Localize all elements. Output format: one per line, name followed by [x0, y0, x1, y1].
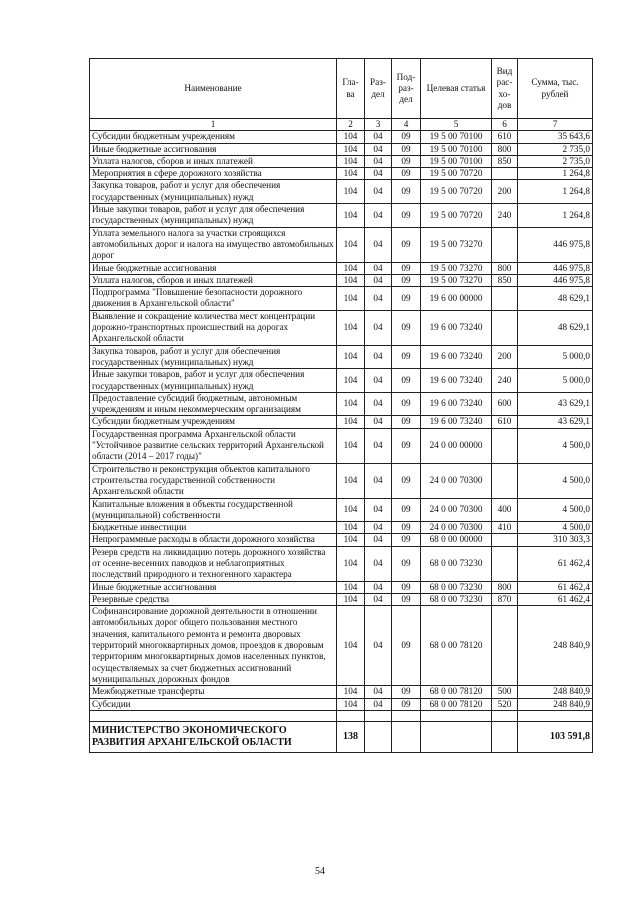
row-expense-type: 240	[492, 204, 518, 228]
row-target: 68 0 00 73230	[421, 546, 492, 581]
table-row	[90, 274, 593, 286]
row-name: Выявление и сокращение количества мест концентрации дорожно-транспортных происшествий на дорогах Архангельской области	[90, 310, 337, 345]
row-target: 19 5 00 70100	[421, 143, 492, 155]
row-chapter: 104	[337, 416, 365, 428]
row-sum: 1 264,8	[518, 168, 593, 180]
row-chapter: 104	[337, 534, 365, 546]
row-sum: 4 500,0	[518, 463, 593, 498]
row-subsection: 09	[392, 180, 421, 204]
row-target: 68 0 00 78120	[421, 686, 492, 698]
header-sum: Сумма, тыс. рублей	[518, 59, 593, 119]
row-section: 04	[365, 204, 392, 228]
row-chapter: 104	[337, 131, 365, 143]
row-expense-type: 800	[492, 143, 518, 155]
row-chapter: 104	[337, 345, 365, 369]
column-number: 1	[90, 119, 337, 131]
row-target: 68 0 00 78120	[421, 606, 492, 686]
row-subsection: 09	[392, 155, 421, 167]
row-target: 19 5 00 73270	[421, 227, 492, 262]
row-name: Предоставление субсидий бюджетным, автономным учреждениям и иным некоммерческим организациям	[90, 392, 337, 416]
row-chapter: 104	[337, 581, 365, 593]
row-chapter: 104	[337, 369, 365, 393]
row-name: Уплата налогов, сборов и иных платежей	[90, 155, 337, 167]
row-subsection: 09	[392, 546, 421, 581]
row-section: 04	[365, 546, 392, 581]
row-subsection: 09	[392, 593, 421, 605]
row-sum: 2 735,0	[518, 155, 593, 167]
row-subsection: 09	[392, 606, 421, 686]
row-sum: 248 840,9	[518, 606, 593, 686]
table-row	[90, 287, 593, 311]
row-section: 04	[365, 310, 392, 345]
row-expense-type	[492, 168, 518, 180]
table-row	[90, 262, 593, 274]
row-chapter: 104	[337, 498, 365, 522]
row-target: 24 0 00 70300	[421, 463, 492, 498]
row-chapter: 104	[337, 155, 365, 167]
row-name: Субсидии бюджетным учреждениям	[90, 131, 337, 143]
row-subsection: 09	[392, 310, 421, 345]
row-subsection: 09	[392, 168, 421, 180]
row-expense-type: 240	[492, 369, 518, 393]
row-section: 04	[365, 287, 392, 311]
row-expense-type	[492, 606, 518, 686]
row-chapter: 104	[337, 180, 365, 204]
row-expense-type: 600	[492, 392, 518, 416]
row-section: 04	[365, 428, 392, 463]
row-expense-type	[492, 227, 518, 262]
row-name: Подпрограмма "Повышение безопасности дорожного движения в Архангельской области"	[90, 287, 337, 311]
table-row	[90, 369, 593, 393]
column-number: 7	[518, 119, 593, 131]
row-sum: 43 629,1	[518, 416, 593, 428]
header-expense-type: Вид рас-хо-дов	[492, 59, 518, 119]
table-row	[90, 345, 593, 369]
row-section: 04	[365, 155, 392, 167]
row-section: 04	[365, 168, 392, 180]
row-section: 04	[365, 606, 392, 686]
row-name: Иные закупки товаров, работ и услуг для обеспечения государственных (муниципальных) нужд	[90, 204, 337, 228]
ministry-name: МИНИСТЕРСТВО ЭКОНОМИЧЕСКОГО РАЗВИТИЯ АРХАНГЕЛЬСКОЙ ОБЛАСТИ	[90, 721, 337, 752]
row-expense-type: 610	[492, 131, 518, 143]
row-sum: 2 735,0	[518, 143, 593, 155]
table-row	[90, 204, 593, 228]
row-section: 04	[365, 345, 392, 369]
row-section: 04	[365, 534, 392, 546]
row-name: Софинансирование дорожной деятельности в отношении автомобильных дорог общего пользования местного значения, капитального ремонта и ремонта дворовых территорий многоквартирных домов, проездов к дворовым территориям многоквартирных домов населенных пунктов, осуществляемых за счет бюджетных ассигнований муниципальных дорожных фондов	[90, 606, 337, 686]
table-row	[90, 416, 593, 428]
ministry-sum: 103 591,8	[518, 721, 593, 752]
budget-table	[89, 58, 593, 753]
row-subsection: 09	[392, 498, 421, 522]
row-section: 04	[365, 143, 392, 155]
row-subsection: 09	[392, 131, 421, 143]
table-row	[90, 131, 593, 143]
table-row	[90, 686, 593, 698]
row-name: Мероприятия в сфере дорожного хозяйства	[90, 168, 337, 180]
row-name: Субсидии	[90, 698, 337, 710]
spacer-row	[90, 710, 593, 721]
row-name: Иные бюджетные ассигнования	[90, 143, 337, 155]
table-row	[90, 168, 593, 180]
ministry-total-row	[90, 721, 593, 752]
row-sum: 1 264,8	[518, 180, 593, 204]
row-section: 04	[365, 581, 392, 593]
table-row	[90, 581, 593, 593]
column-number: 4	[392, 119, 421, 131]
row-name: Бюджетные инвестиции	[90, 522, 337, 534]
row-target: 68 0 00 73230	[421, 581, 492, 593]
table-row	[90, 498, 593, 522]
column-number: 3	[365, 119, 392, 131]
row-chapter: 104	[337, 606, 365, 686]
row-chapter: 104	[337, 274, 365, 286]
table-row	[90, 463, 593, 498]
row-name: Резервные средства	[90, 593, 337, 605]
ministry-chapter: 138	[337, 721, 365, 752]
row-section: 04	[365, 416, 392, 428]
row-chapter: 104	[337, 227, 365, 262]
row-target: 19 5 00 70100	[421, 131, 492, 143]
table-row	[90, 227, 593, 262]
row-sum: 446 975,8	[518, 262, 593, 274]
table-row	[90, 428, 593, 463]
row-target: 19 5 00 73270	[421, 262, 492, 274]
table-row	[90, 606, 593, 686]
row-target: 19 6 00 73240	[421, 345, 492, 369]
header-section: Раз-дел	[365, 59, 392, 119]
row-target: 19 6 00 73240	[421, 369, 492, 393]
row-expense-type: 520	[492, 698, 518, 710]
row-chapter: 104	[337, 143, 365, 155]
row-expense-type: 500	[492, 686, 518, 698]
row-chapter: 104	[337, 698, 365, 710]
row-expense-type: 610	[492, 416, 518, 428]
header-name: Наименование	[90, 59, 337, 119]
row-chapter: 104	[337, 204, 365, 228]
row-chapter: 104	[337, 463, 365, 498]
row-section: 04	[365, 369, 392, 393]
row-sum: 310 303,3	[518, 534, 593, 546]
row-subsection: 09	[392, 522, 421, 534]
table-row	[90, 310, 593, 345]
row-sum: 248 840,9	[518, 686, 593, 698]
row-target: 68 0 00 73230	[421, 593, 492, 605]
row-subsection: 09	[392, 274, 421, 286]
row-target: 19 5 00 73270	[421, 274, 492, 286]
header-subsection: Под-раз-дел	[392, 59, 421, 119]
row-subsection: 09	[392, 262, 421, 274]
row-section: 04	[365, 227, 392, 262]
row-section: 04	[365, 463, 392, 498]
row-subsection: 09	[392, 698, 421, 710]
row-sum: 35 643,6	[518, 131, 593, 143]
row-expense-type	[492, 534, 518, 546]
row-name: Иные закупки товаров, работ и услуг для обеспечения государственных (муниципальных) нужд	[90, 369, 337, 393]
row-name: Резерв средств на ликвидацию потерь дорожного хозяйства от осенне-весенних паводков и неблагоприятных последствий природного и техногенного характера	[90, 546, 337, 581]
table-row	[90, 180, 593, 204]
row-section: 04	[365, 262, 392, 274]
row-section: 04	[365, 180, 392, 204]
row-name: Государственная программа Архангельской области "Устойчивое развитие сельских территорий Архангельской области (2014 – 2017 годы)"	[90, 428, 337, 463]
row-expense-type	[492, 287, 518, 311]
row-section: 04	[365, 498, 392, 522]
row-subsection: 09	[392, 686, 421, 698]
row-target: 68 0 00 00000	[421, 534, 492, 546]
row-target: 19 5 00 70720	[421, 168, 492, 180]
row-section: 04	[365, 698, 392, 710]
row-sum: 446 975,8	[518, 274, 593, 286]
row-expense-type	[492, 463, 518, 498]
table-row	[90, 155, 593, 167]
row-name: Закупка товаров, работ и услуг для обеспечения государственных (муниципальных) нужд	[90, 345, 337, 369]
row-expense-type: 800	[492, 581, 518, 593]
table-row	[90, 593, 593, 605]
row-section: 04	[365, 392, 392, 416]
row-expense-type: 200	[492, 345, 518, 369]
row-expense-type: 850	[492, 155, 518, 167]
row-expense-type: 850	[492, 274, 518, 286]
row-chapter: 104	[337, 546, 365, 581]
row-name: Иные бюджетные ассигнования	[90, 581, 337, 593]
row-target: 19 5 00 70720	[421, 180, 492, 204]
row-target: 24 0 00 70300	[421, 498, 492, 522]
row-name: Непрограммные расходы в области дорожного хозяйства	[90, 534, 337, 546]
row-target: 24 0 00 70300	[421, 522, 492, 534]
row-section: 04	[365, 274, 392, 286]
row-section: 04	[365, 522, 392, 534]
table-row	[90, 143, 593, 155]
row-target: 19 5 00 70720	[421, 204, 492, 228]
row-subsection: 09	[392, 345, 421, 369]
row-target: 19 6 00 00000	[421, 287, 492, 311]
row-target: 68 0 00 78120	[421, 698, 492, 710]
row-name: Закупка товаров, работ и услуг для обеспечения государственных (муниципальных) нужд	[90, 180, 337, 204]
row-sum: 4 500,0	[518, 522, 593, 534]
row-subsection: 09	[392, 428, 421, 463]
row-target: 19 6 00 73240	[421, 392, 492, 416]
row-subsection: 09	[392, 204, 421, 228]
row-name: Капитальные вложения в объекты государственной (муниципальной) собственности	[90, 498, 337, 522]
row-name: Уплата земельного налога за участки строящихся автомобильных дорог и налога на имущество автомобильных дорог	[90, 227, 337, 262]
row-chapter: 104	[337, 593, 365, 605]
row-sum: 48 629,1	[518, 287, 593, 311]
row-expense-type: 200	[492, 180, 518, 204]
row-sum: 446 975,8	[518, 227, 593, 262]
row-sum: 4 500,0	[518, 428, 593, 463]
row-chapter: 104	[337, 262, 365, 274]
row-subsection: 09	[392, 416, 421, 428]
row-sum: 4 500,0	[518, 498, 593, 522]
row-expense-type: 800	[492, 262, 518, 274]
column-number: 6	[492, 119, 518, 131]
table-row	[90, 546, 593, 581]
row-section: 04	[365, 686, 392, 698]
row-subsection: 09	[392, 534, 421, 546]
row-chapter: 104	[337, 168, 365, 180]
row-sum: 61 462,4	[518, 581, 593, 593]
header-target: Целевая статья	[421, 59, 492, 119]
row-subsection: 09	[392, 227, 421, 262]
table-row	[90, 392, 593, 416]
row-chapter: 104	[337, 428, 365, 463]
table-row	[90, 698, 593, 710]
row-target: 24 0 00 00000	[421, 428, 492, 463]
row-sum: 1 264,8	[518, 204, 593, 228]
row-chapter: 104	[337, 522, 365, 534]
row-sum: 48 629,1	[518, 310, 593, 345]
row-expense-type	[492, 428, 518, 463]
row-subsection: 09	[392, 287, 421, 311]
row-section: 04	[365, 131, 392, 143]
row-target: 19 6 00 73240	[421, 310, 492, 345]
row-expense-type	[492, 310, 518, 345]
row-name: Иные бюджетные ассигнования	[90, 262, 337, 274]
row-section: 04	[365, 593, 392, 605]
header-chapter: Гла-ва	[337, 59, 365, 119]
row-chapter: 104	[337, 287, 365, 311]
row-expense-type: 870	[492, 593, 518, 605]
row-sum: 248 840,9	[518, 698, 593, 710]
row-name: Субсидии бюджетным учреждениям	[90, 416, 337, 428]
row-chapter: 104	[337, 310, 365, 345]
row-sum: 61 462,4	[518, 593, 593, 605]
row-sum: 61 462,4	[518, 546, 593, 581]
row-sum: 5 000,0	[518, 345, 593, 369]
row-expense-type: 410	[492, 522, 518, 534]
row-chapter: 104	[337, 686, 365, 698]
column-number: 5	[421, 119, 492, 131]
row-target: 19 6 00 73240	[421, 416, 492, 428]
table-row	[90, 534, 593, 546]
row-chapter: 104	[337, 392, 365, 416]
column-number: 2	[337, 119, 365, 131]
table-header-row	[90, 59, 593, 119]
column-numbers-row	[90, 119, 593, 131]
row-subsection: 09	[392, 581, 421, 593]
row-subsection: 09	[392, 369, 421, 393]
row-name: Строительство и реконструкция объектов капитального строительства государственной собственности Архангельской области	[90, 463, 337, 498]
row-expense-type	[492, 546, 518, 581]
row-subsection: 09	[392, 143, 421, 155]
row-name: Уплата налогов, сборов и иных платежей	[90, 274, 337, 286]
page-number: 54	[315, 866, 325, 877]
row-subsection: 09	[392, 463, 421, 498]
table-body	[90, 131, 593, 711]
row-subsection: 09	[392, 392, 421, 416]
row-name: Межбюджетные трансферты	[90, 686, 337, 698]
row-sum: 43 629,1	[518, 392, 593, 416]
row-sum: 5 000,0	[518, 369, 593, 393]
table-row	[90, 522, 593, 534]
row-target: 19 5 00 70100	[421, 155, 492, 167]
row-expense-type: 400	[492, 498, 518, 522]
